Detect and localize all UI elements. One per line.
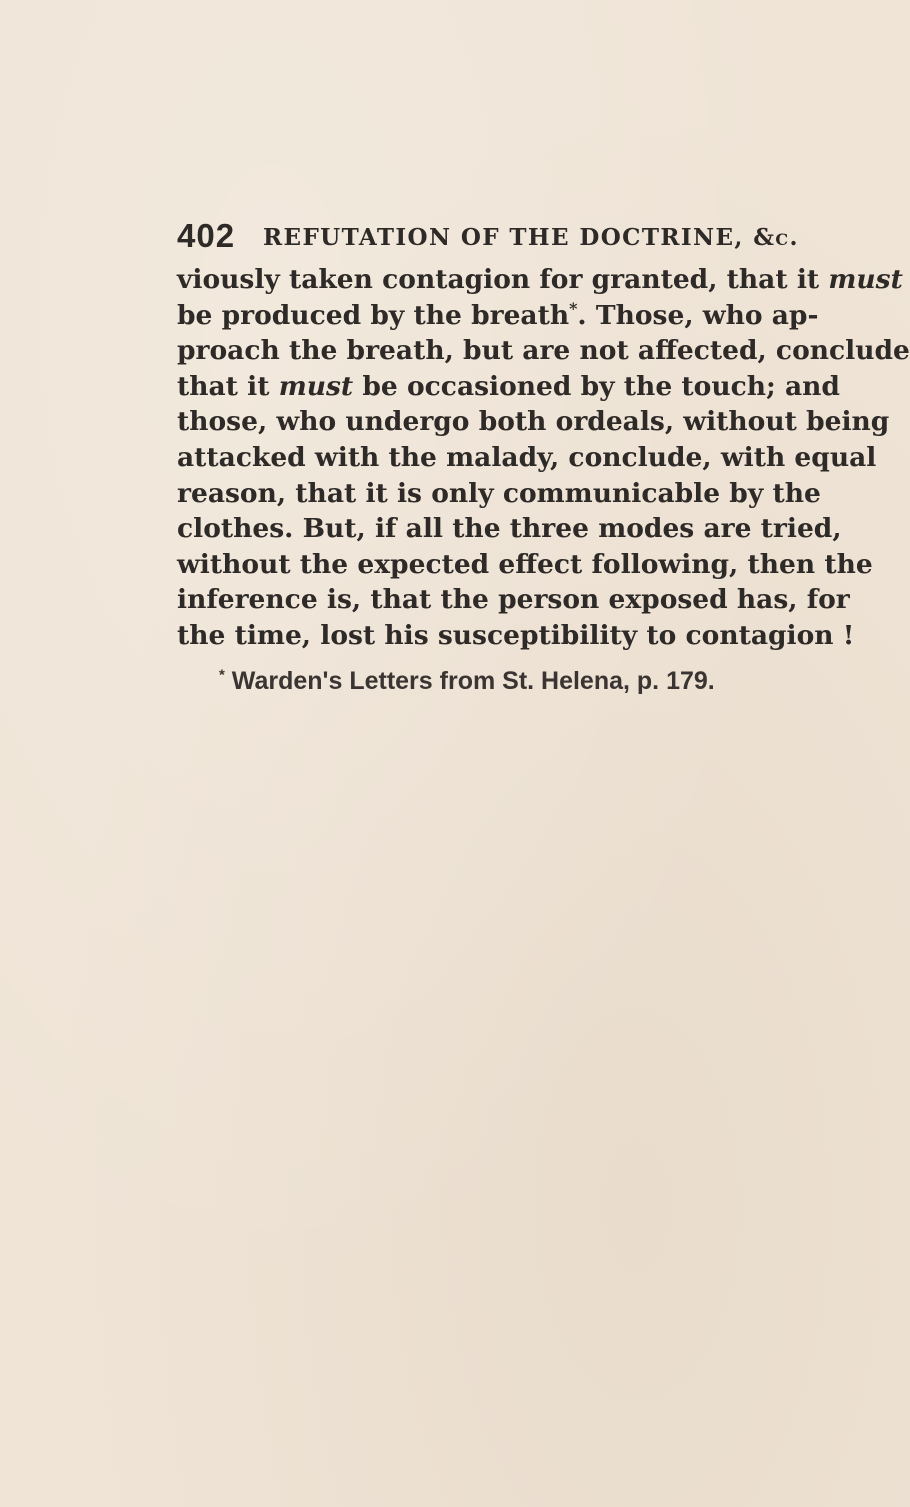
text-span: . Those, who ap- [577,299,819,331]
running-head [177,214,799,258]
text-line: reason, that it is only communicable by the [177,477,821,509]
text-line: clothes. But, if all the three modes are tried, [177,513,842,545]
text-line: those, who undergo both ordeals, without being [177,406,890,438]
text-line: without the expected effect following, then the [177,548,873,580]
text-line: the time, lost his susceptibility to contagion ! [177,619,855,651]
running-title: REFUTATION OF THE DOCTRINE, &c. [263,224,799,251]
italic-emphasis: must [278,370,354,402]
footnote-marker: * [219,666,225,684]
text-line [177,262,903,298]
text-line: inference is, that the person exposed has, for [177,584,850,616]
text-line [177,298,819,334]
footnote-reference: * [569,298,578,318]
footnote [219,664,739,698]
footnote-text: Warden's Letters from St. Helena, p. 179. [224,667,715,695]
body-paragraph [177,262,910,654]
italic-emphasis: must [828,264,903,295]
text-span: be occasioned by the touch; and [353,370,840,402]
text-span: viously taken contagion for granted, that it [177,264,829,295]
text-span: that it [177,370,279,402]
text-span: be produced by the breath [177,299,570,331]
page-number: 402 [177,217,236,254]
text-line: proach the breath, but are not affected, conclude [177,335,910,367]
text-line [177,369,840,405]
text-line: attacked with the malady, conclude, with equal [177,441,877,473]
